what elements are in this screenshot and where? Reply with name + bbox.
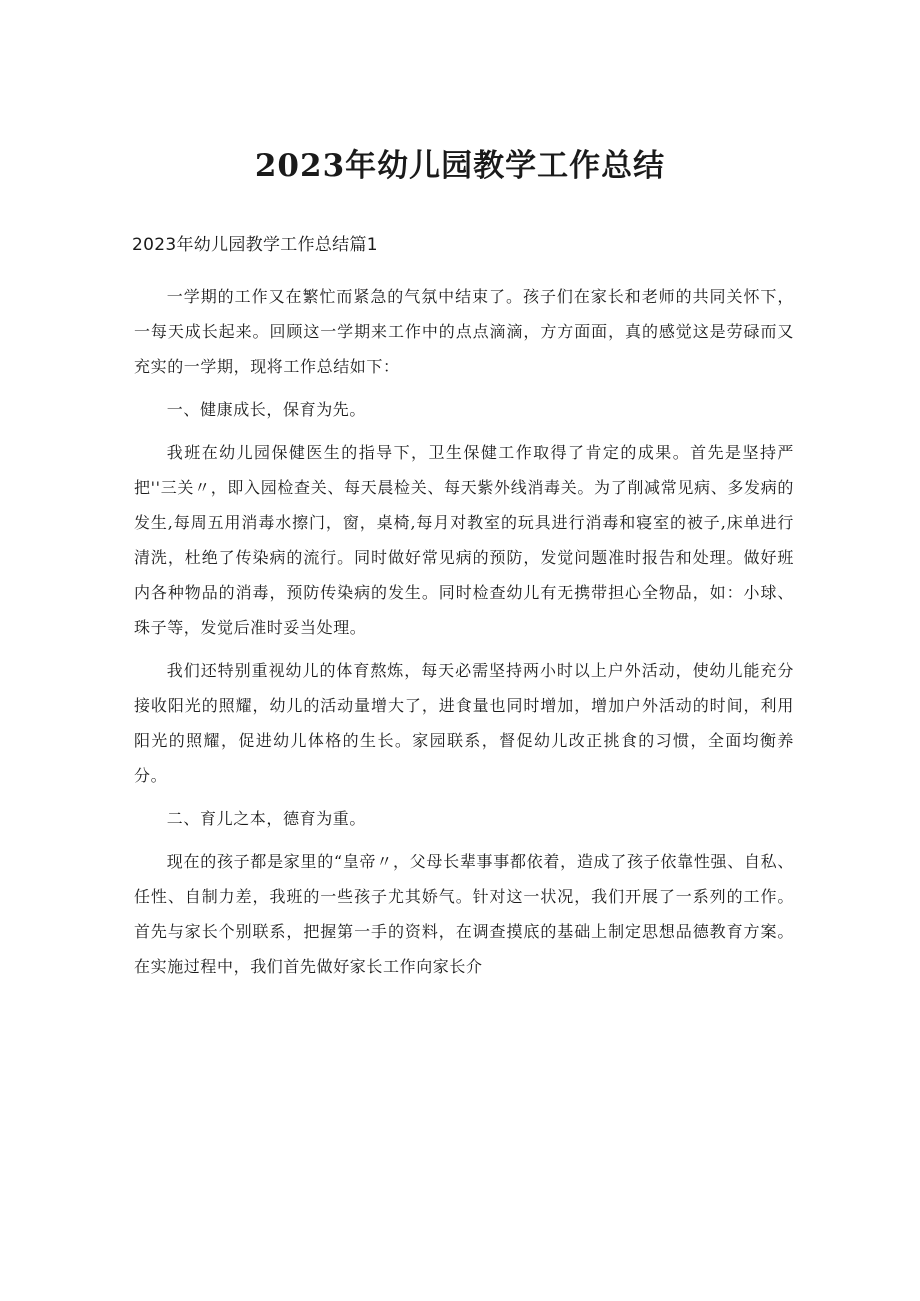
paragraph-moral: 现在的孩子都是家里的“皇帝〃，父母长辈事事都依着，造成了孩子依靠性强、自私、任性、自制力差，我班的一些孩子尤其娇气。针对这一状况，我们开展了一系列的工作。首先与家长个别联系，把握第一手的资料，在调查摸底的基础上制定思想品德教育方案。在实施过程中，我们首先做好家长工作向家长介 bbox=[134, 852, 794, 976]
section-heading-health: 一、健康成长，保育为先。 bbox=[166, 400, 366, 419]
document-title: 2023年幼儿园教学工作总结 bbox=[254, 148, 666, 184]
section-heading-moral: 二、育儿之本，德育为重。 bbox=[166, 809, 366, 828]
document-body bbox=[134, 279, 794, 992]
paragraph-intro: 一学期的工作又在繁忙而紧急的气氛中结束了。孩子们在家长和老师的共同关怀下，一每天成长起来。回顾这一学期来工作中的点点滴滴，方方面面，真的感觉这是劳碌而又充实的一学期，现将工作总结如下： bbox=[134, 287, 794, 376]
paragraph-hygiene: 我班在幼儿园保健医生的指导下，卫生保健工作取得了肯定的成果。首先是坚持严把''三关〃，即入园检查关、每天晨检关、每天紫外线消毒关。为了削减常见病、多发病的发生,每周五用消毒水擦门，窗，桌椅,每月对教室的玩具进行消毒和寝室的被子,床单进行清洗，杜绝了传染病的流行。同时做好常见病的预防，发觉问题准时报告和处理。做好班内各种物品的消毒，预防传染病的发生。同时检查幼儿有无携带担心全物品，如：小球、珠子等，发觉后准时妥当处理。 bbox=[134, 443, 794, 637]
paragraph-exercise: 我们还特别重视幼儿的体育熬炼，每天必需坚持两小时以上户外活动，使幼儿能充分接收阳光的照耀，幼儿的活动量增大了，进食量也同时增加，增加户外活动的时间，利用阳光的照耀，促进幼儿体格的生长。家园联系，督促幼儿改正挑食的习惯，全面均衡养分。 bbox=[134, 661, 794, 785]
document-subtitle: 2023年幼儿园教学工作总结篇1 bbox=[132, 235, 378, 255]
